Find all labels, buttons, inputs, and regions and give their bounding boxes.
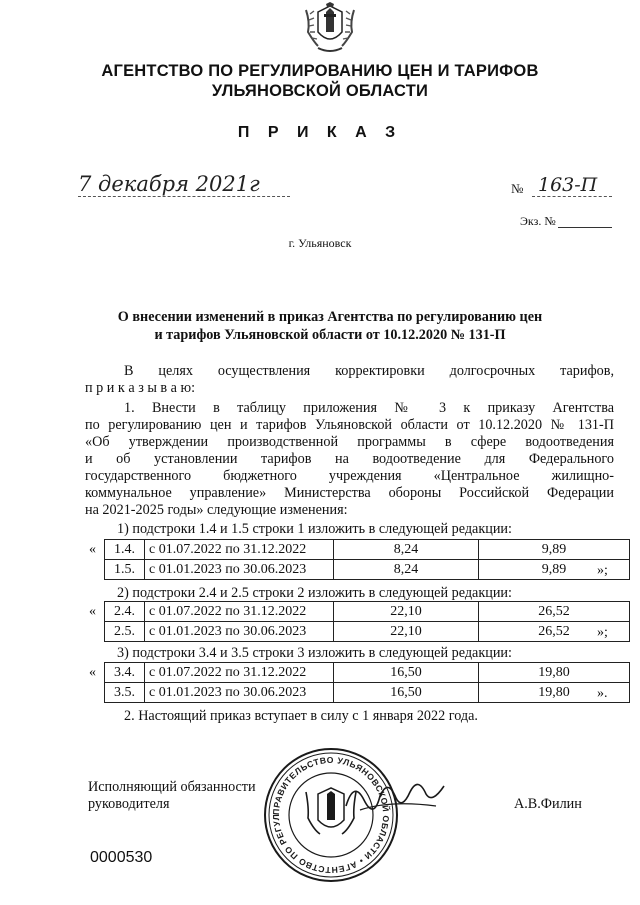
date-underline bbox=[78, 196, 290, 197]
item1-last-line: на 2021-2025 годы» следующие изменения: bbox=[85, 502, 348, 518]
period-cell: с 01.01.2023 по 30.06.2023 bbox=[145, 560, 334, 580]
item1-line5: государственного бюджетного учреждения «Центральное жилищно- bbox=[85, 468, 614, 484]
number-prefix: № bbox=[511, 181, 524, 196]
subitem1-text: 1) подстроки 1.4 и 1.5 строки 1 изложить в следующей редакции: bbox=[117, 521, 512, 537]
period-cell: с 01.07.2022 по 31.12.2022 bbox=[145, 663, 334, 683]
signatory-role-line1: Исполняющий обязанности bbox=[88, 779, 256, 795]
item2-text: 2. Настоящий приказ вступает в силу с 1 января 2022 года. bbox=[124, 708, 478, 724]
number-underline bbox=[532, 196, 612, 197]
period-cell: с 01.07.2022 по 31.12.2022 bbox=[145, 602, 334, 622]
agency-name-line1: АГЕНТСТВО ПО РЕГУЛИРОВАНИЮ ЦЕН И ТАРИФОВ bbox=[101, 62, 539, 80]
row-number: 2.5. bbox=[105, 622, 145, 642]
period-cell: с 01.07.2022 по 31.12.2022 bbox=[145, 540, 334, 560]
document-type-heading: П Р И К А З bbox=[237, 124, 403, 141]
table2-open-quote: « bbox=[89, 604, 96, 619]
row-number: 1.4. bbox=[105, 540, 145, 560]
table3-close-quote: ». bbox=[597, 686, 608, 701]
tariff-value-1: 22,10 bbox=[334, 602, 479, 622]
item1-line1: 1. Внести в таблицу приложения № 3 к приказу Агентства bbox=[124, 400, 614, 416]
table-row bbox=[105, 560, 630, 580]
table-row bbox=[105, 622, 630, 642]
row-number: 1.5. bbox=[105, 560, 145, 580]
copy-number-blank bbox=[558, 227, 612, 228]
serial-number: 0000530 bbox=[90, 849, 153, 866]
table1-open-quote: « bbox=[89, 542, 96, 557]
signatory-role-line2: руководителя bbox=[88, 796, 170, 812]
table2-close-quote: »; bbox=[597, 625, 608, 640]
tariff-value-1: 16,50 bbox=[334, 683, 479, 703]
tariff-value-2: 9,89 bbox=[479, 540, 630, 560]
city-label: г. Ульяновск bbox=[288, 236, 352, 250]
tariff-value-2: 19,80 bbox=[479, 663, 630, 683]
rate-table-2 bbox=[104, 601, 630, 642]
signatory-name: А.В.Филин bbox=[514, 796, 582, 812]
row-number: 3.5. bbox=[105, 683, 145, 703]
table1-close-quote: »; bbox=[597, 563, 608, 578]
row-number: 2.4. bbox=[105, 602, 145, 622]
coat-of-arms-emblem bbox=[300, 2, 360, 54]
table3-open-quote: « bbox=[89, 665, 96, 680]
period-cell: с 01.01.2023 по 30.06.2023 bbox=[145, 622, 334, 642]
tariff-value-1: 8,24 bbox=[334, 540, 479, 560]
row-number: 3.4. bbox=[105, 663, 145, 683]
tariff-value-2: 26,52 bbox=[479, 622, 630, 642]
tariff-value-2: 9,89 bbox=[479, 560, 630, 580]
handwritten-number: 163-П bbox=[538, 174, 598, 196]
handwritten-date: 7 декабря 2021г bbox=[78, 172, 260, 196]
table-row bbox=[105, 663, 630, 683]
table-row bbox=[105, 683, 630, 703]
item1-line2: по регулированию цен и тарифов Ульяновской области от 10.12.2020 № 131-П bbox=[85, 417, 614, 433]
tariff-value-2: 19,80 bbox=[479, 683, 630, 703]
intro-line1: В целях осуществления корректировки долгосрочных тарифов, bbox=[124, 363, 614, 379]
item1-line3: «Об утверждении производственной программы в сфере водоотведения bbox=[85, 434, 614, 450]
tariff-value-1: 22,10 bbox=[334, 622, 479, 642]
agency-name-line2: УЛЬЯНОВСКОЙ ОБЛАСТИ bbox=[211, 82, 429, 100]
table-row bbox=[105, 540, 630, 560]
stamp-ring-text: ПРАВИТЕЛЬСТВО УЛЬЯНОВСКОЙ ОБЛАСТИ • АГЕНТСТВО ПО РЕГУЛ bbox=[270, 754, 392, 876]
order-title-line2: и тарифов Ульяновской области от 10.12.2020 № 131-П bbox=[154, 327, 506, 343]
subitem2-text: 2) подстроки 2.4 и 2.5 строки 2 изложить в следующей редакции: bbox=[117, 585, 512, 601]
tariff-value-1: 8,24 bbox=[334, 560, 479, 580]
handwritten-signature bbox=[340, 770, 450, 820]
tariff-value-1: 16,50 bbox=[334, 663, 479, 683]
period-cell: с 01.01.2023 по 30.06.2023 bbox=[145, 683, 334, 703]
item1-line6: коммунальное управление» Министерства обороны Российской Федерации bbox=[85, 485, 614, 501]
rate-table-3 bbox=[104, 662, 630, 703]
item1-line4: и об установлении тарифов на водоотведение для Федерального bbox=[85, 451, 614, 467]
intro-line2-prikazyvayu: п р и к а з ы в а ю: bbox=[85, 380, 196, 396]
rate-table-1 bbox=[104, 539, 630, 580]
table-row bbox=[105, 602, 630, 622]
tariff-value-2: 26,52 bbox=[479, 602, 630, 622]
order-title-line1: О внесении изменений в приказ Агентства по регулированию цен bbox=[117, 309, 543, 325]
copy-number-label: Экз. № bbox=[520, 214, 556, 228]
subitem3-text: 3) подстроки 3.4 и 3.5 строки 3 изложить в следующей редакции: bbox=[117, 645, 512, 661]
